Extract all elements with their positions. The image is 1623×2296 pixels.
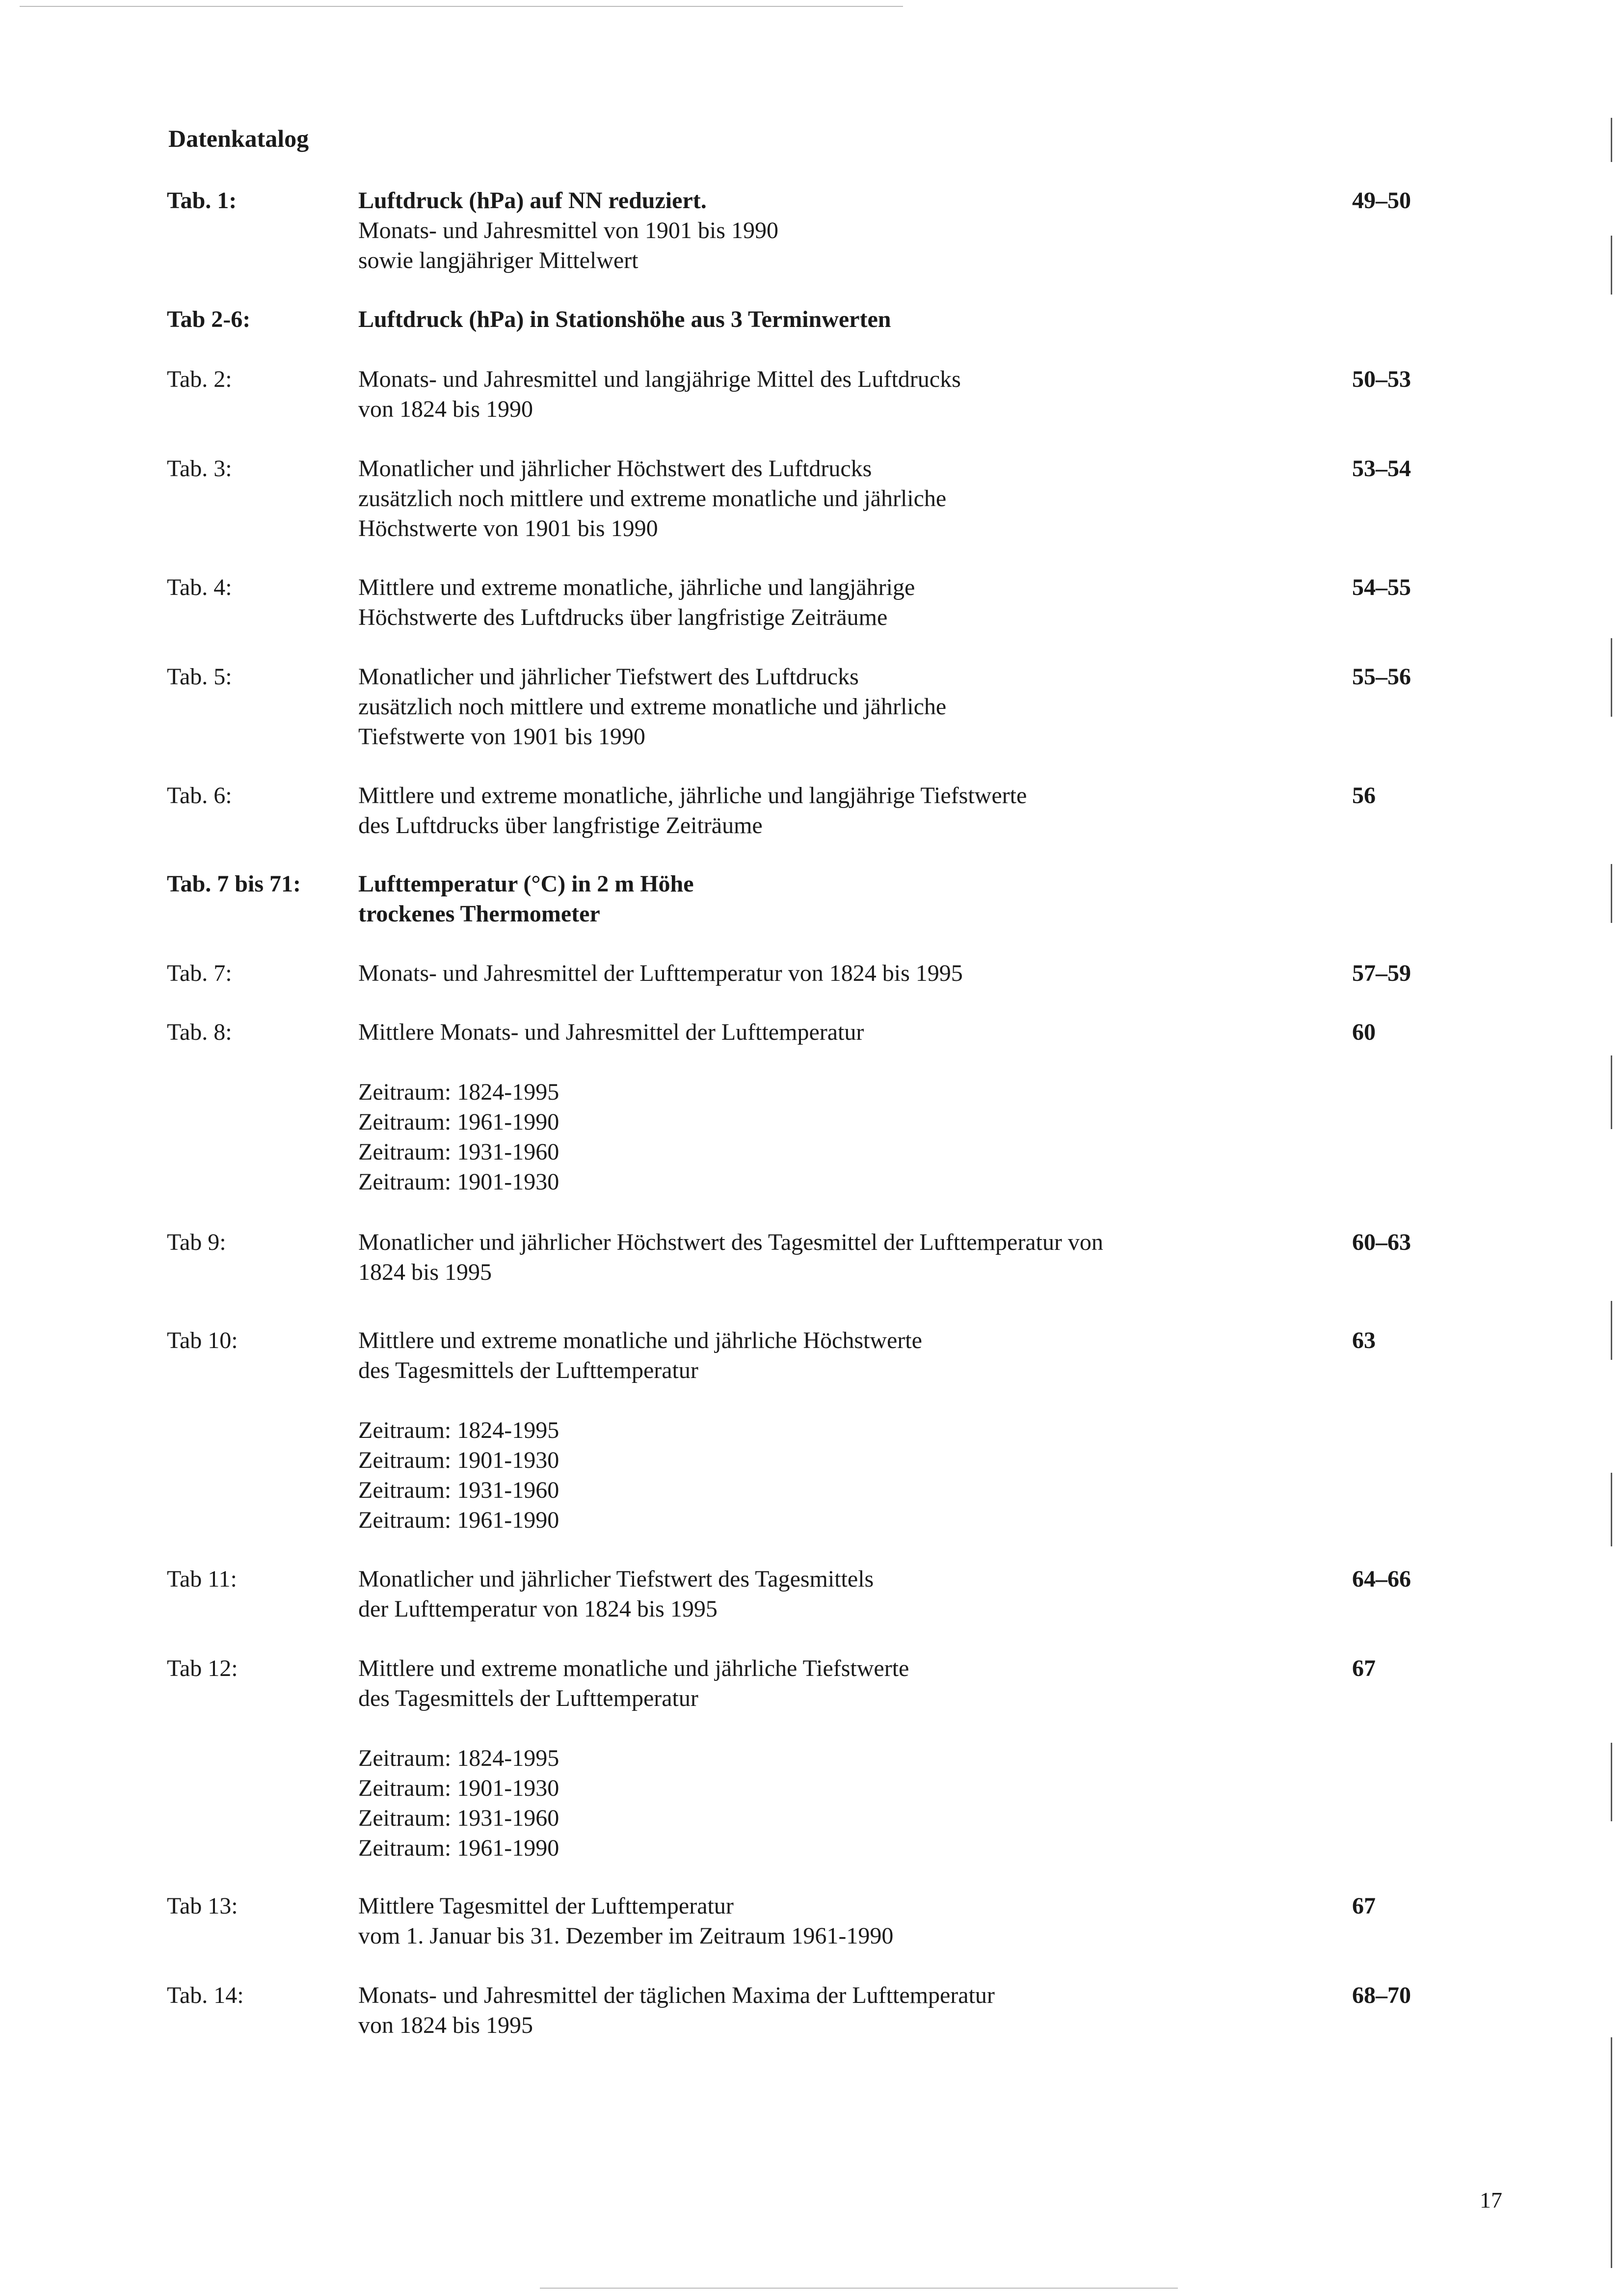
entry-pages: 56 — [1352, 783, 1376, 809]
entry-description-line: 1824 bis 1995 — [358, 1259, 492, 1285]
page-number: 17 — [1480, 2188, 1502, 2213]
entry-pages: 50–53 — [1352, 366, 1411, 392]
entry-period-line: Zeitraum: 1901-1930 — [358, 1447, 559, 1473]
entry-description — [358, 572, 1291, 632]
entry-description-line: Monatlicher und jährlicher Tiefstwert des Luftdrucks — [358, 664, 859, 690]
spacer — [358, 1385, 1291, 1415]
entry-label: Tab 12: — [167, 1655, 238, 1681]
entry-description-line: Mittlere Tagesmittel der Lufttemperatur — [358, 1893, 734, 1919]
entry-description-line: Tiefstwerte von 1901 bis 1990 — [358, 724, 645, 750]
entry-label: Tab. 8: — [167, 1019, 232, 1045]
entry-description — [358, 1227, 1291, 1287]
entry-description-line: zusätzlich noch mittlere und extreme monatliche und jährliche — [358, 694, 947, 720]
entry-pages: 64–66 — [1352, 1566, 1411, 1592]
entry-label: Tab 10: — [167, 1327, 238, 1353]
entry-description-line: Höchstwerte von 1901 bis 1990 — [358, 515, 658, 541]
entry-label: Tab. 4: — [167, 574, 232, 600]
spacer — [358, 1047, 1291, 1077]
entry-description-line: Monatlicher und jährlicher Höchstwert des Luftdrucks — [358, 456, 872, 482]
margin-line — [1611, 118, 1612, 162]
entry-description-line: des Luftdrucks über langfristige Zeiträume — [358, 812, 763, 838]
margin-line — [1611, 1301, 1612, 1360]
entry-period-line: Zeitraum: 1824-1995 — [358, 1079, 559, 1105]
entry-period-line: Zeitraum: 1931-1960 — [358, 1477, 559, 1503]
entry-description-line: zusätzlich noch mittlere und extreme monatliche und jährliche — [358, 486, 947, 512]
entry-period-line: Zeitraum: 1961-1990 — [358, 1507, 559, 1533]
entry-label: Tab 11: — [167, 1566, 237, 1592]
entry-period-line: Zeitraum: 1901-1930 — [358, 1169, 559, 1195]
entry-description-line: Mittlere Monats- und Jahresmittel der Lufttemperatur — [358, 1019, 864, 1045]
entry-description-line: Lufttemperatur (°C) in 2 m Höhe — [358, 871, 694, 897]
margin-line — [1611, 1743, 1612, 1821]
entry-description-line: vom 1. Januar bis 31. Dezember im Zeitraum 1961-1990 — [358, 1923, 894, 1949]
entry-pages: 60 — [1352, 1019, 1376, 1045]
entry-description — [358, 1325, 1291, 1535]
entry-description-line: von 1824 bis 1995 — [358, 2012, 533, 2038]
entry-description — [358, 1653, 1291, 1863]
entry-pages: 60–63 — [1352, 1229, 1411, 1255]
margin-line — [1611, 638, 1612, 717]
entry-pages: 49–50 — [1352, 188, 1411, 214]
entry-period-line: Zeitraum: 1961-1990 — [358, 1835, 559, 1861]
entry-pages: 57–59 — [1352, 960, 1411, 986]
entry-period-line: Zeitraum: 1931-1960 — [358, 1139, 559, 1165]
entry-label: Tab 2-6: — [167, 306, 251, 332]
entry-description-line: des Tagesmittels der Lufttemperatur — [358, 1685, 698, 1711]
entry-period-line: Zeitraum: 1824-1995 — [358, 1745, 559, 1771]
entry-label: Tab. 14: — [167, 1982, 244, 2008]
entry-description-line: Luftdruck (hPa) in Stationshöhe aus 3 Terminwerten — [358, 306, 891, 332]
entry-description — [358, 1891, 1291, 1951]
entry-description-line: Monatlicher und jährlicher Höchstwert des Tagesmittel der Lufttemperatur von — [358, 1229, 1103, 1255]
entry-description-line: Luftdruck (hPa) auf NN reduziert. — [358, 188, 707, 214]
margin-line — [1611, 2037, 1612, 2268]
entry-label: Tab. 2: — [167, 366, 232, 392]
margin-line — [1611, 1055, 1612, 1129]
entry-description-line: des Tagesmittels der Lufttemperatur — [358, 1357, 698, 1383]
entry-pages: 63 — [1352, 1327, 1376, 1353]
entry-description-line: Mittlere und extreme monatliche, jährliche und langjährige — [358, 574, 915, 600]
entry-description-line: Mittlere und extreme monatliche, jährliche und langjährige Tiefstwerte — [358, 783, 1027, 809]
entry-label: Tab 13: — [167, 1893, 238, 1919]
entry-description-line: Höchstwerte des Luftdrucks über langfristige Zeiträume — [358, 604, 888, 630]
margin-line — [1611, 1473, 1612, 1546]
entry-description-line: Monats- und Jahresmittel und langjährige Mittel des Luftdrucks — [358, 366, 961, 392]
entry-description — [358, 186, 1291, 275]
entry-pages: 53–54 — [1352, 456, 1411, 482]
entry-description-line: Monats- und Jahresmittel der täglichen Maxima der Lufttemperatur — [358, 1982, 995, 2008]
entry-period-line: Zeitraum: 1961-1990 — [358, 1109, 559, 1135]
entry-label: Tab. 3: — [167, 456, 232, 482]
entry-description — [358, 304, 1291, 334]
entry-period-line: Zeitraum: 1901-1930 — [358, 1775, 559, 1801]
margin-line — [1611, 864, 1612, 923]
entry-description-line: Monatlicher und jährlicher Tiefstwert des Tagesmittels — [358, 1566, 874, 1592]
entry-pages: 68–70 — [1352, 1982, 1411, 2008]
page-title: Datenkatalog — [168, 125, 309, 152]
entry-period-line: Zeitraum: 1824-1995 — [358, 1417, 559, 1443]
entry-pages: 67 — [1352, 1893, 1376, 1919]
entry-label: Tab. 7 bis 71: — [167, 871, 301, 897]
entry-description — [358, 781, 1291, 840]
entry-description-line: Monats- und Jahresmittel der Lufttemperatur von 1824 bis 1995 — [358, 960, 963, 986]
entry-description-line: Mittlere und extreme monatliche und jährliche Tiefstwerte — [358, 1655, 909, 1681]
entry-pages: 67 — [1352, 1655, 1376, 1681]
entry-description — [358, 1017, 1291, 1197]
entry-description-line: der Lufttemperatur von 1824 bis 1995 — [358, 1596, 718, 1622]
entry-description-line: Mittlere und extreme monatliche und jährliche Höchstwerte — [358, 1327, 922, 1353]
entry-description — [358, 454, 1291, 543]
entry-description-line: von 1824 bis 1990 — [358, 396, 533, 422]
entry-label: Tab. 1: — [167, 188, 237, 214]
entry-description — [358, 364, 1291, 424]
entry-period-line: Zeitraum: 1931-1960 — [358, 1805, 559, 1831]
scan-edge-bottom — [540, 2288, 1178, 2289]
scan-edge-top — [20, 6, 903, 7]
entry-description-line: trockenes Thermometer — [358, 901, 600, 927]
entry-label: Tab. 6: — [167, 783, 232, 809]
entry-label: Tab. 7: — [167, 960, 232, 986]
spacer — [358, 1713, 1291, 1743]
entry-description — [358, 1980, 1291, 2040]
entry-pages: 54–55 — [1352, 574, 1411, 600]
entry-pages: 55–56 — [1352, 664, 1411, 690]
entry-description — [358, 1564, 1291, 1624]
entry-label: Tab 9: — [167, 1229, 226, 1255]
entry-description — [358, 662, 1291, 752]
entry-description — [358, 958, 1291, 988]
entry-description-line: Monats- und Jahresmittel von 1901 bis 1990 — [358, 217, 778, 243]
entry-label: Tab. 5: — [167, 664, 232, 690]
entry-description — [358, 869, 1291, 929]
entry-description-line: sowie langjähriger Mittelwert — [358, 247, 639, 273]
margin-line — [1611, 236, 1612, 295]
